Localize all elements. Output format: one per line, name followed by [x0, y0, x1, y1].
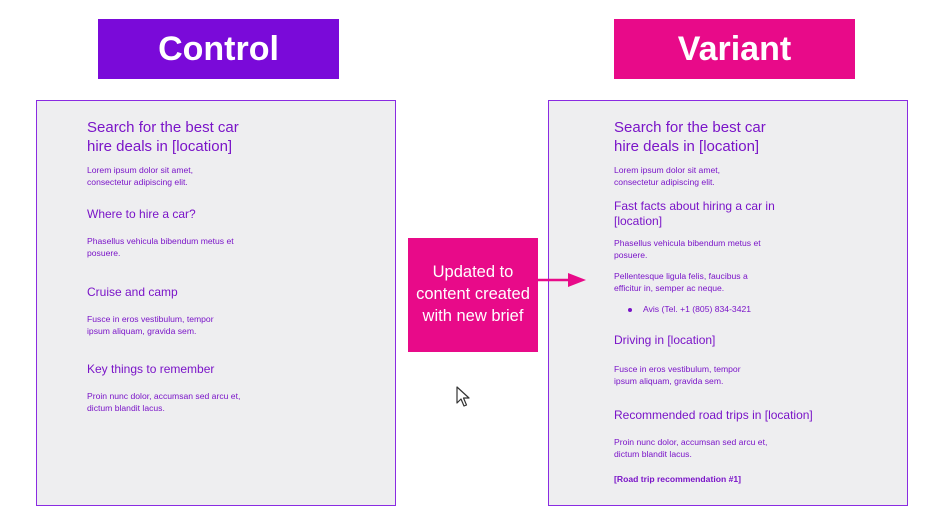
mouse-cursor-icon	[456, 386, 472, 408]
variant-title: Search for the best car hire deals in [location]	[614, 119, 766, 155]
variant-document	[548, 100, 908, 506]
variant-intro: Lorem ipsum dolor sit amet, consectetur adipiscing elit.	[614, 165, 721, 187]
variant-facts-heading: Fast facts about hiring a car in [location]	[614, 199, 775, 228]
arrow-right-icon	[536, 270, 588, 290]
variant-facts-body: Pellentesque ligula felis, faucibus a efficitur in, semper ac neque.	[614, 271, 748, 293]
control-section-body: Fusce in eros vestibulum, tempor ipsum aliquam, gravida sem.	[87, 314, 214, 336]
callout-box	[408, 238, 538, 352]
bullet-dot-icon	[628, 308, 632, 312]
control-label: Control	[158, 29, 279, 68]
variant-banner	[614, 19, 855, 79]
control-section-body: Phasellus vehicula bibendum metus et posuere.	[87, 236, 234, 258]
callout-text: Updated to content created with new brief	[416, 263, 530, 325]
control-section-heading: Where to hire a car?	[87, 207, 196, 221]
variant-trips-body: Proin nunc dolor, accumsan sed arcu et, dictum blandit lacus.	[614, 437, 768, 459]
control-section-heading: Cruise and camp	[87, 285, 178, 299]
variant-driving-body: Fusce in eros vestibulum, tempor ipsum aliquam, gravida sem.	[614, 364, 741, 386]
variant-facts-body: Phasellus vehicula bibendum metus et posuere.	[614, 238, 761, 260]
variant-trip-item: [Road trip recommendation #1]	[614, 474, 742, 484]
variant-label: Variant	[677, 29, 792, 68]
variant-trips-heading: Recommended road trips in [location]	[614, 408, 813, 422]
variant-bullet-item: Avis (Tel. +1 (805) 834-3421	[643, 304, 752, 314]
control-document	[36, 100, 396, 506]
control-banner	[98, 19, 339, 79]
control-title: Search for the best car hire deals in [location]	[87, 119, 239, 155]
control-intro: Lorem ipsum dolor sit amet, consectetur adipiscing elit.	[87, 165, 194, 187]
variant-driving-heading: Driving in [location]	[614, 333, 716, 347]
control-section-heading: Key things to remember	[87, 362, 215, 376]
control-section-body: Proin nunc dolor, accumsan sed arcu et, dictum blandit lacus.	[87, 391, 241, 413]
